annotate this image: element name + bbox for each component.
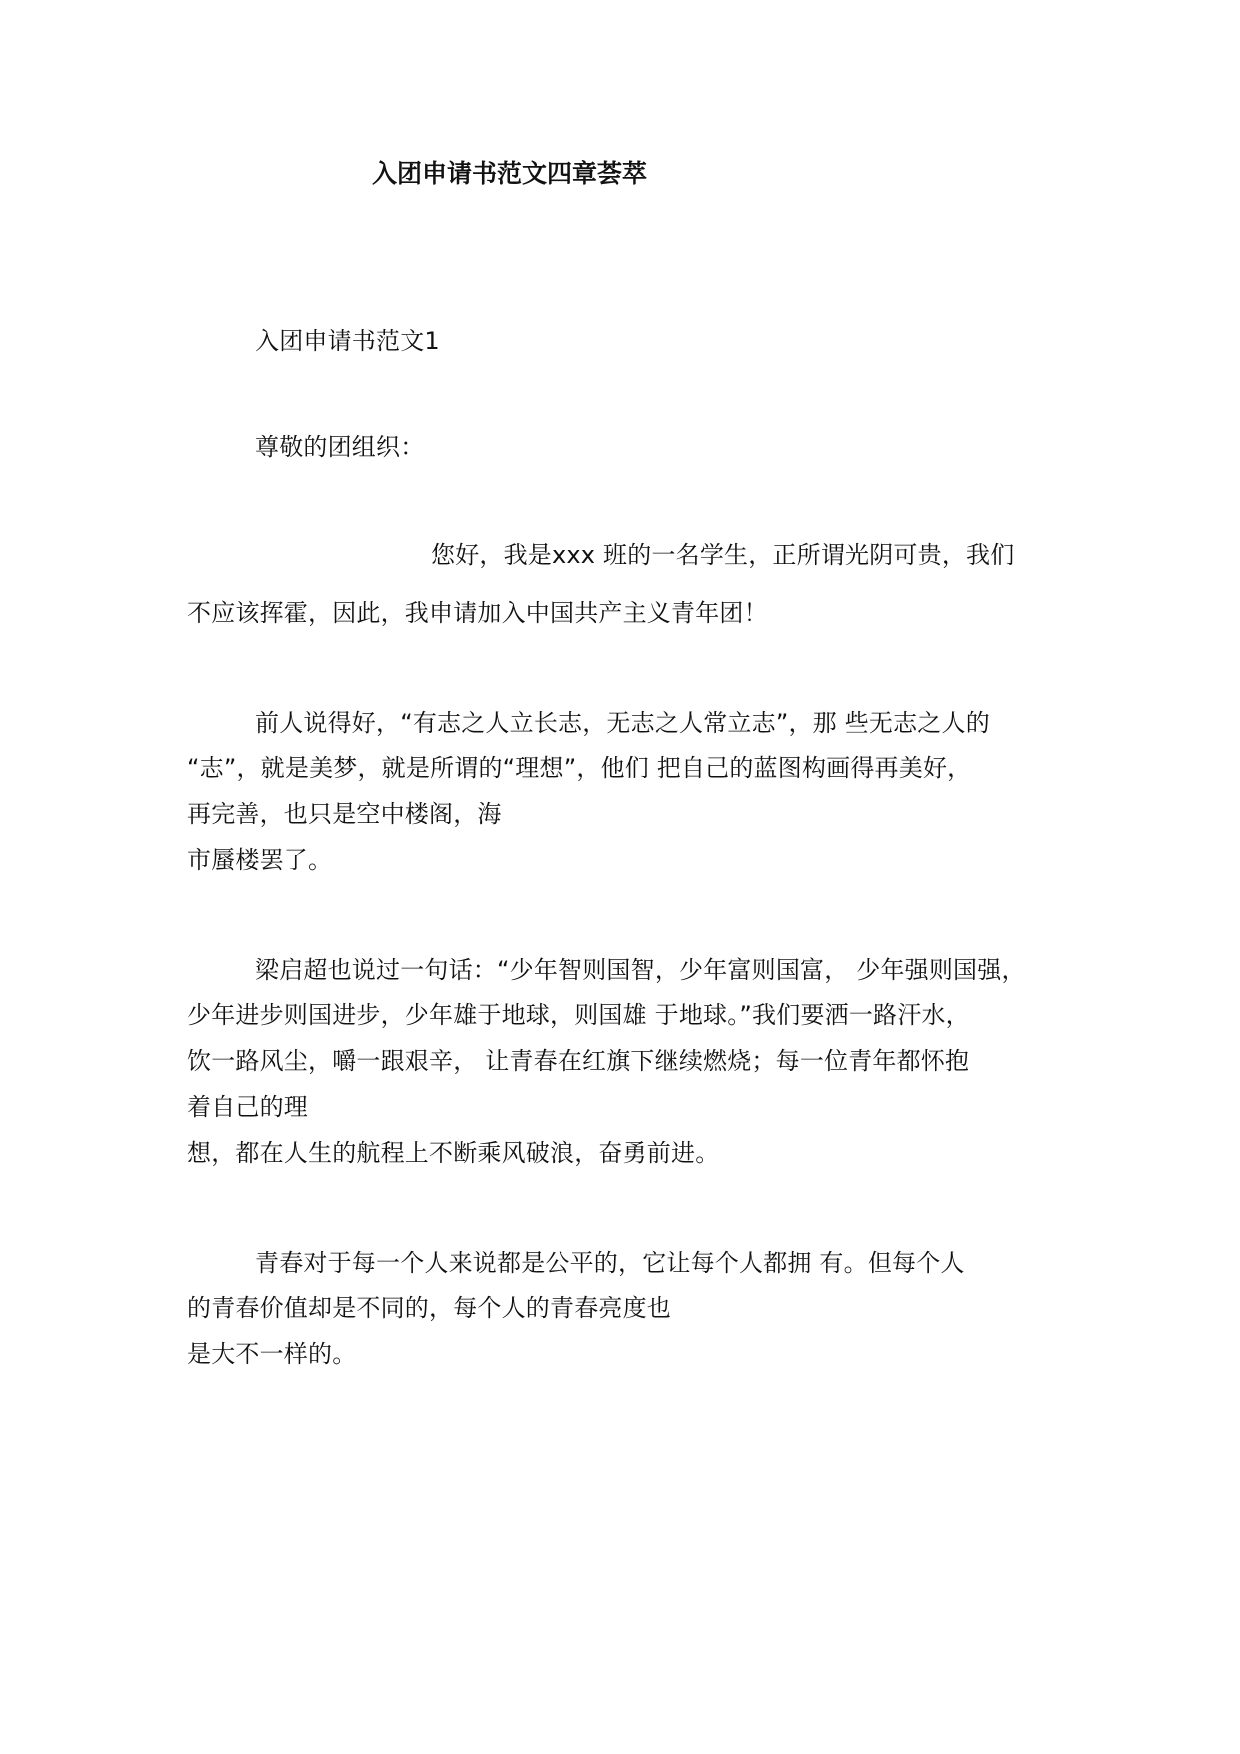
paragraph-line: 少年进步则国进步，少年雄于地球，则国雄 于地球。”我们要洒一路汗水， <box>187 1001 970 1029</box>
paragraph-line: 饮一路风尘，嚼一跟艰辛， 让青春在红旗下继续燃烧；每一位青年都怀抱 <box>187 1047 970 1075</box>
paragraph-line: 前人说得好，“有志之人立长志，无志之人常立志”，那 些无志之人的 <box>255 709 990 737</box>
paragraph-line: 是大不一样的。 <box>187 1340 357 1368</box>
section-heading: 入团申请书范文1 <box>255 327 440 355</box>
paragraph-line: 不应该挥霍，因此，我申请加入中国共产主义青年团！ <box>187 599 768 627</box>
salutation: 尊敬的团组织： <box>255 433 425 461</box>
paragraph-line: 的青春价值却是不同的，每个人的青春亮度也 <box>187 1294 671 1322</box>
paragraph-line: 想，都在人生的航程上不断乘风破浪，奋勇前进。 <box>187 1139 720 1167</box>
paragraph-line: 市蜃楼罢了。 <box>187 846 333 874</box>
paragraph-line: 青春对于每一个人来说都是公平的，它让每个人都拥 有。但每个人 <box>255 1249 965 1277</box>
paragraph-line: 梁启超也说过一句话：“少年智则国智，少年富则国富， 少年强则国强， <box>255 956 1026 984</box>
paragraph-line: 着自己的理 <box>187 1093 308 1121</box>
paragraph-line: “志”，就是美梦，就是所谓的“理想”，他们 把自己的蓝图构画得再美好， <box>187 754 972 782</box>
paragraph-line: 再完善，也只是空中楼阁，海 <box>187 800 502 828</box>
document-title: 入团申请书范文四章荟萃 <box>372 159 648 188</box>
paragraph-line: 您好，我是xxx 班的一名学生，正所谓光阴可贵，我们 <box>431 541 1015 569</box>
